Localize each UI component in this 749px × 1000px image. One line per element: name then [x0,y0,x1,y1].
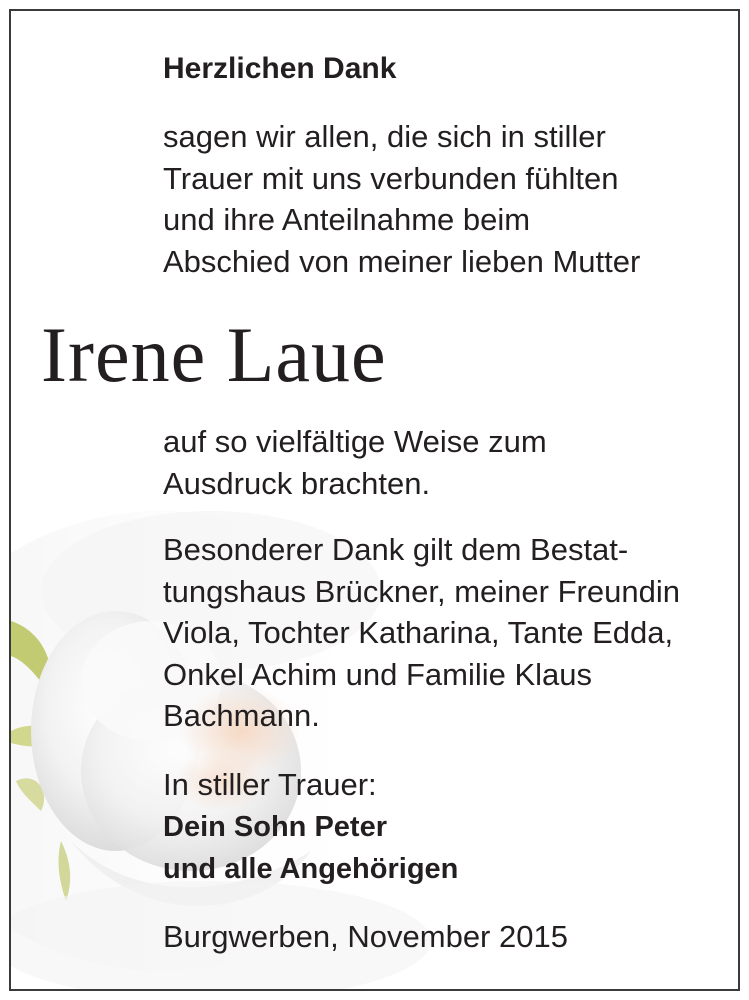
mourning-label: In stiller Trauer: [163,767,377,802]
intro-text [163,116,640,282]
thanks-line: Onkel Achim und Familie Klaus [163,656,593,692]
intro-line: sagen wir allen, die sich in stiller [163,119,606,154]
thanks-line: Bachmann. [163,698,320,733]
thanks-line: Viola, Tochter Katharina, Tante Edda, [163,615,674,650]
after-name-line: auf so vielfältige Weise zum [163,424,547,459]
signatories [163,807,458,890]
intro-line: und ihre Anteilnahme beim [163,202,531,237]
after-name-line: Ausdruck brachten. [163,465,431,501]
thanks-line: Besonderer Dank gilt dem Bestat- [163,532,629,567]
intro-line: Trauer mit uns verbunden fühlten [163,160,619,196]
signatory-line: Dein Sohn Peter [163,811,387,843]
notice-heading: Herzlichen Dank [163,52,397,85]
deceased-name: Irene Laue [41,311,387,398]
place-date: Burgwerben, November 2015 [163,919,568,954]
intro-line: Abschied von meiner lieben Mutter [163,243,641,279]
signatory-line: und alle Angehörigen [163,852,459,885]
after-name-text [163,421,547,504]
thanks-text [163,529,680,737]
thanks-line: tungshaus Brückner, meiner Freundin [163,573,680,609]
notice-frame [9,9,740,991]
